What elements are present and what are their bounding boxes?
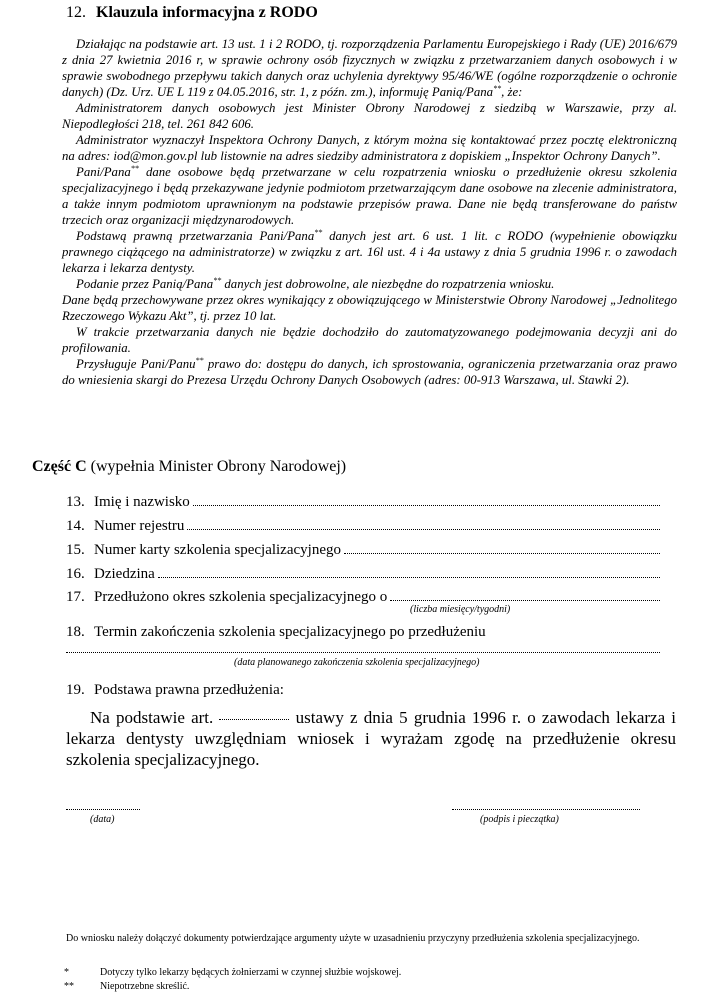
section-number: 12. (66, 4, 86, 21)
field-register-number[interactable]: 14. Numer rejestru (66, 517, 660, 535)
end-date-input-line[interactable] (66, 651, 660, 653)
rodo-retention: Dane będą przechowywane przez okres wynikający z obowiązującego w Ministerstwie Obrony Narodowej „Jednolitego Rzeczowego Wykazu Akt”, tj. przez 10 lat. (62, 293, 677, 323)
field-domain[interactable]: 16. Dziedzina (66, 565, 660, 583)
rodo-automation: W trakcie przetwarzania danych nie będzie dochodziło do zautomatyzowanego podejmowania decyzji ani do profilowania. (62, 325, 677, 355)
date-signature-line[interactable] (66, 808, 140, 810)
card-input-line[interactable] (344, 541, 660, 554)
article-input-line[interactable] (219, 718, 289, 720)
section-title: Klauzula informacyjna z RODO (96, 4, 318, 21)
rodo-clause (62, 36, 677, 388)
extension-input-line[interactable] (390, 588, 660, 601)
domain-input-line[interactable] (158, 565, 660, 578)
rodo-iod: Administrator wyznaczył Inspektora Ochrony Danych, z którym można się kontaktować przez pocztę elektroniczną na adres: iod@mon.gov.pl lub listownie na adres siedziby administratora z dopiskiem „Inspektor Ochrony Danych”. (62, 133, 677, 163)
field-legal-basis: 19. Podstawa prawna przedłużenia: (66, 682, 284, 698)
field-card-number[interactable]: 15. Numer karty szkolenia specjalizacyjnego (66, 541, 660, 559)
legal-basis-statement: Na podstawie art. ustawy z dnia 5 grudnia 1996 r. o zawodach lekarza i lekarza dentysty uwzględniam wniosek i wyrażam zgodę na przedłużenie okresu szkolenia specjalizacyjnego. (66, 708, 677, 769)
part-c-heading: Część C (wypełnia Minister Obrony Narodowej) (32, 458, 347, 475)
rodo-rights: Przysługuje Pani/Panu** prawo do: dostępu do danych, ich sprostowania, ograniczenia przetwarzania oraz prawo do wniesienia skargi do Prezesa Urzędu Ochrony Danych Osobowych (adres: 00-913 Warszawa, ul. Stawki 2). (62, 356, 677, 387)
rodo-voluntary: Podanie przez Panią/Pana** danych jest dobrowolne, ale niezbędne do rozpatrzenia wniosku. (76, 276, 555, 291)
name-input-line[interactable] (193, 493, 660, 506)
attachment-note: Do wniosku należy dołączyć dokumenty potwierdzające argumenty użyte w uzasadnieniu przyczyny przedłużenia szkolenia specjalizacyjnego. (66, 933, 640, 944)
signature-label: (podpis i pieczątka) (480, 814, 559, 825)
rodo-legal-basis: Podstawą prawną przetwarzania Pani/Pana** danych jest art. 6 ust. 1 lit. c RODO (wypełnienie obowiązku prawnego ciążącego na administratorze) w związku z art. 16l ust. 4 i 4a ustawy z dnia 5 grudnia 1996 r. o zawodach lekarza i lekarza dentysty. (62, 228, 677, 275)
field-name[interactable]: 13. Imię i nazwisko (66, 493, 660, 511)
field-extension-period[interactable]: 17. Przedłużono okres szkolenia specjalizacyjnego o (66, 588, 660, 606)
date-label: (data) (90, 814, 115, 825)
rodo-purpose: Pani/Pana** dane osobowe będą przetwarzane w celu rozpatrzenia wniosku o przedłużenie okresu szkolenia specjalizacyjnego i będą przekazywane jedynie podmiotom przetwarzającym dane osobowe na zlecenie administratora, a także innym podmiotom uprawnionym na podstawie przepisów prawa. Dane nie będą transferowane do państw trzecich oraz organizacji międzynarodowych. (62, 164, 677, 227)
register-input-line[interactable] (187, 517, 660, 530)
rodo-administrator: Administratorem danych osobowych jest Minister Obrony Narodowej z siedzibą w Warszawie, przy al. Niepodległości 218, tel. 261 842 606. (62, 101, 677, 131)
section-12-heading (66, 4, 318, 22)
signature-stamp-line[interactable] (452, 808, 640, 810)
rodo-intro: Działając na podstawie art. 13 ust. 1 i 2 RODO, tj. rozporządzenia Parlamentu Europejskiego i Rady (UE) 2016/679 z dnia 27 kwietnia 2016 r, w sprawie ochrony osób fizycznych w związku z przetwarzaniem danych osobowych i w sprawie swobodnego przepływu takich danych oraz uchylenia dyrektywy 95/46/WE (ogólne rozporządzenie o ochronie danych) (Dz. Urz. UE L 119 z 04.05.2016, str. 1, z późn. zm.), informuję Panią/Pana**, że: (62, 37, 677, 99)
hint-planned-end-date: (data planowanego zakończenia szkolenia specjalizacyjnego) (234, 657, 480, 668)
footnote-1: * Dotyczy tylko lekarzy będących żołnierzami w czynnej służbie wojskowej. (64, 967, 402, 978)
field-end-date: 18. Termin zakończenia szkolenia specjalizacyjnego po przedłużeniu (66, 624, 486, 640)
footnote-2: ** Niepotrzebne skreślić. (64, 981, 190, 992)
hint-months-weeks: (liczba miesięcy/tygodni) (410, 604, 511, 615)
